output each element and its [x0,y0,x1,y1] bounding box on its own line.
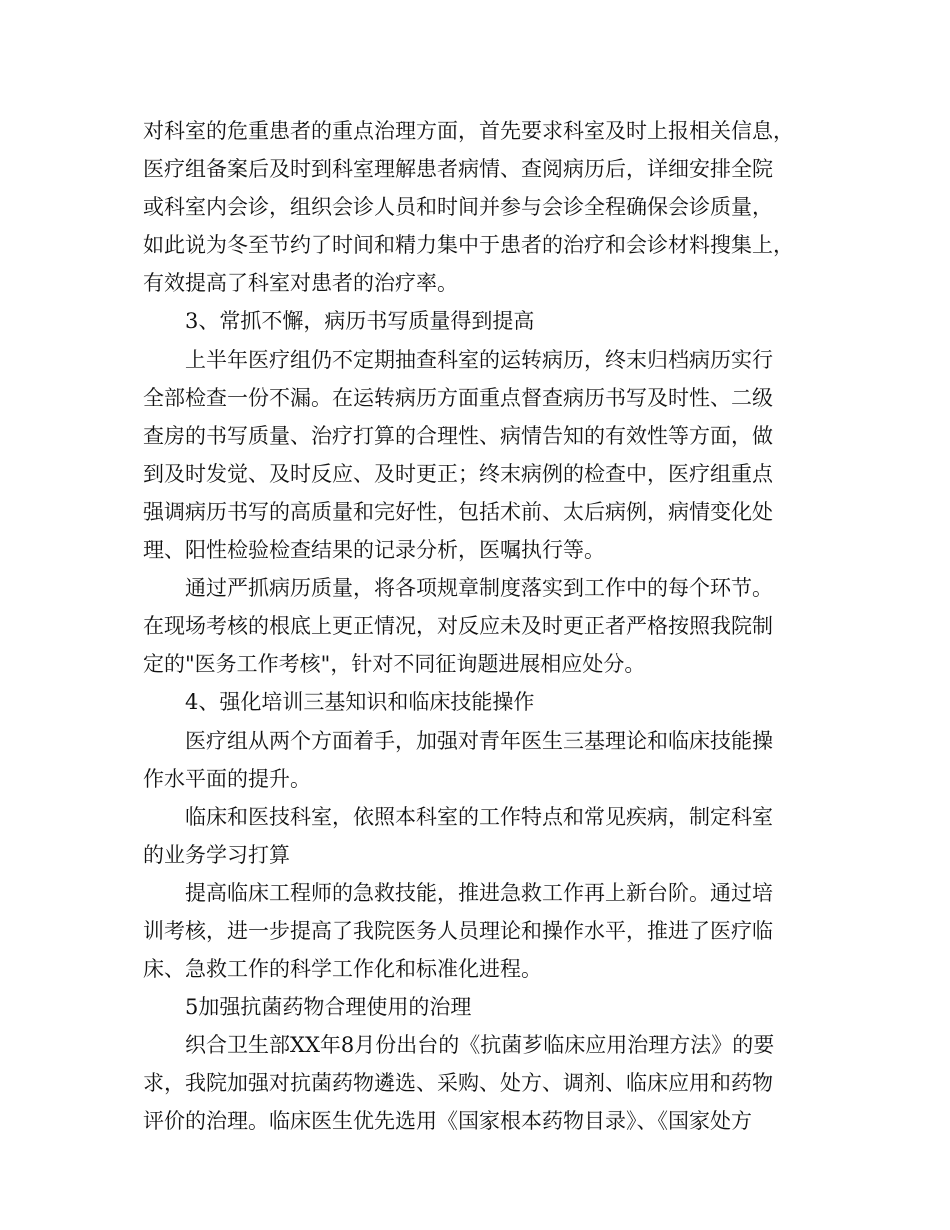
text-line: 全部检查一份不漏。在运转病历方面重点督查病历书写及时性、二级 [143,385,773,410]
paragraph-start: 医疗组从两个方面着手，加强对青年医生三基理论和临床技能操 [185,728,773,753]
text-line: 对科室的危重患者的重点治理方面，首先要求科室及时上报相关信息， [143,119,794,143]
paragraph-start: 通过严抓病历质量，将各项规章制度落实到工作中的每个环节。 [185,576,773,601]
text-line: 查房的书写质量、治疗打算的合理性、病情告知的有效性等方面，做 [143,423,773,448]
paragraph-start: 织合卫生部XX年8月份出台的《抗菌芗临床应用治理方法》的要 [185,1033,775,1058]
text-line: 或科室内会诊，组织会诊人员和时间并参与会诊全程确保会诊质量， [143,195,773,220]
text-line: 床、急救工作的科学工作化和标准化进程。 [143,957,542,982]
text-line: 医疗组备案后及时到科室理解患者病情、查阅病历后，详细安排全院 [143,157,773,182]
text-line: 求，我院加强对抗菌药物遴选、采购、处方、调剂、临床应用和药物 [143,1071,773,1096]
text-line: 如此说为冬至节约了时间和精力集中于患者的治疗和会诊材料搜集上， [143,233,794,258]
text-line: 到及时发觉、及时反应、及时更正；终末病例的检查中，医疗组重点 [143,461,773,486]
text-line: 训考核，进一步提高了我院医务人员理论和操作水平，推进了医疗临 [143,918,773,943]
text-line: 定的"医务工作考核"，针对不同征询题进展相应处分。 [143,652,646,677]
document-body [143,112,823,1141]
section-heading: 5加强抗菌药物合理使用的治理 [185,995,472,1020]
text-line: 作水平面的提升。 [143,766,311,791]
text-line: 在现场考核的根底上更正情况，对反应未及时更正者严格按照我院制 [143,614,773,639]
text-line: 理、阳性检验检查结果的记录分析，医嘱执行等。 [143,538,605,563]
paragraph-start: 提高临床工程师的急救技能，推进急救工作再上新台阶。通过培 [185,880,773,905]
text-line: 评价的治理。临床医生优先选用《国家根本药物目录》、《国家处方 [143,1109,752,1134]
section-heading: 3、常抓不懈，病历书写质量得到提高 [185,309,535,334]
text-line: 有效提高了科室对患者的治疗率。 [143,271,458,296]
paragraph-start: 上半年医疗组仍不定期抽查科室的运转病历，终末归档病历实行 [185,347,773,372]
text-line: 强调病历书写的高质量和完好性，包括术前、太后病例，病情变化处 [143,499,773,524]
text-line: 的业务学习打算 [143,842,290,867]
paragraph-start: 临床和医技科室，依照本科室的工作特点和常见疾病，制定科室 [185,804,773,829]
section-heading: 4、强化培训三基知识和临床技能操作 [185,690,535,715]
